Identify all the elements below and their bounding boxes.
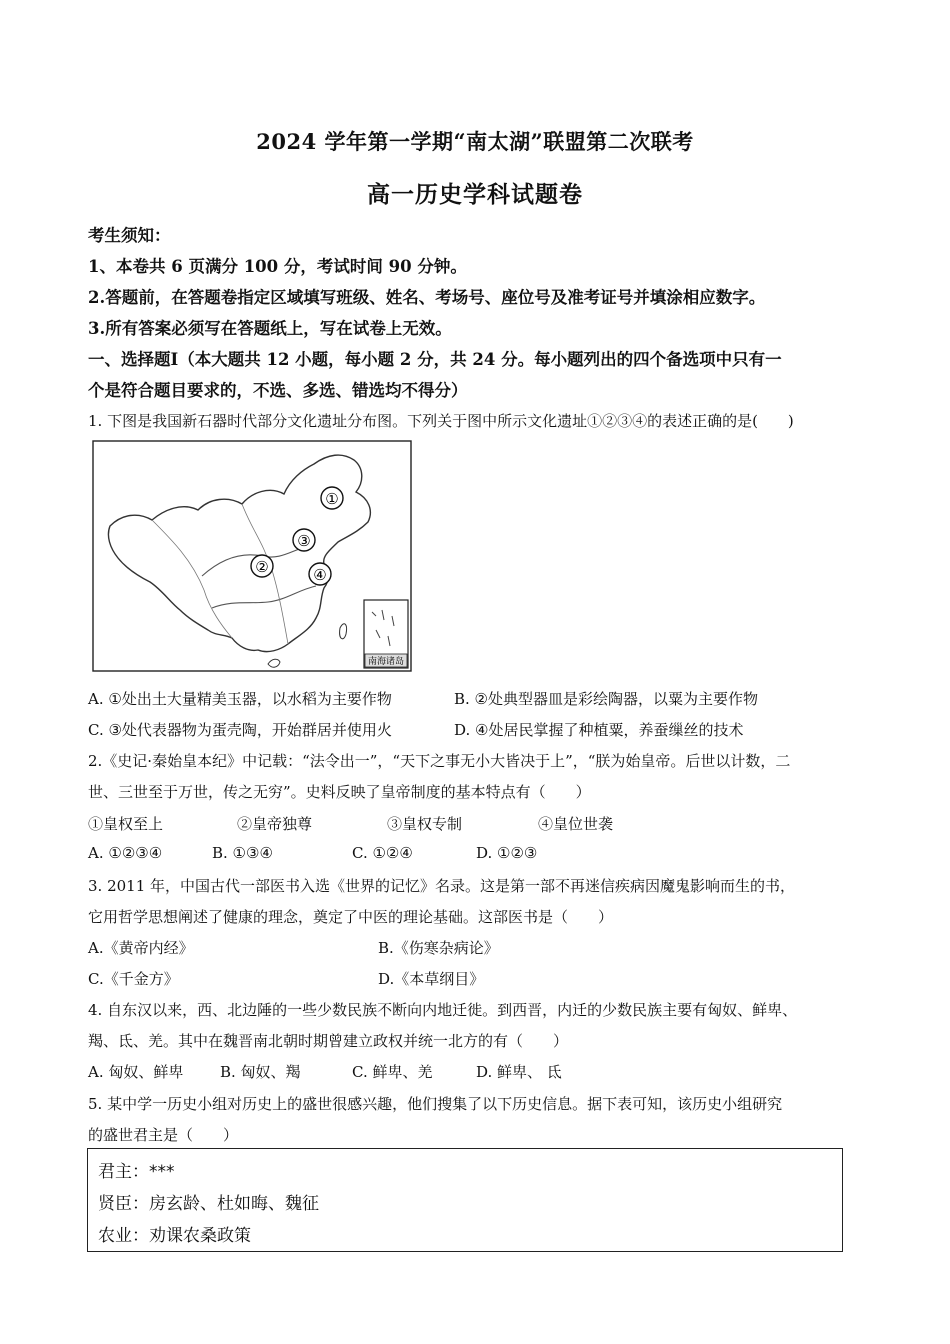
q1-option-c: C. ③处代表器物为蛋壳陶，开始群居并使用火: [88, 721, 392, 739]
q4-option-b: B. 匈奴、羯: [220, 1063, 301, 1081]
q2-option-a: A. ①②③④: [88, 844, 163, 862]
q2-option-d: D. ①②③: [476, 844, 538, 862]
svg-text:①: ①: [325, 490, 339, 508]
q4-stem-line1: 4. 自东汉以来，西、北边陲的一些少数民族不断向内地迁徙。到西晋，内迁的少数民族主要有匈奴、鲜卑、: [88, 1001, 798, 1019]
exam-subtitle: 高一历史学科试题卷: [367, 181, 583, 208]
q5-table-row-agriculture: 农业：劝课农桑政策: [98, 1226, 251, 1246]
notice-heading: 考生须知：: [88, 226, 171, 245]
q5-stem-line2: 的盛世君主是（ ）: [88, 1126, 239, 1144]
q3-option-d: D.《本草纲目》: [378, 970, 485, 988]
q2-option-b: B. ①③④: [212, 844, 273, 862]
q4-option-d: D. 鲜卑、 氐: [476, 1063, 562, 1081]
q1-option-b: B. ②处典型器皿是彩绘陶器，以粟为主要作物: [454, 690, 759, 708]
q1-stem: 1. 下图是我国新石器时代部分文化遗址分布图。下列关于图中所示文化遗址①②③④的表述正确的是( ): [88, 412, 794, 430]
q3-stem-line1: 3. 2011 年，中国古代一部医书入选《世界的记忆》名录。这是第一部不再迷信疾病因魔鬼影响而生的书，: [88, 877, 796, 895]
section-heading-line2: 个是符合题目要求的，不选、多选、错选均不得分）: [88, 381, 468, 400]
q5-table-row-ruler: 君主：***: [98, 1162, 175, 1182]
q2-item-4: ④皇位世袭: [538, 815, 614, 833]
svg-text:南海诸岛: 南海诸岛: [367, 657, 405, 667]
neolithic-sites-map: [92, 440, 412, 672]
q2-item-2: ②皇帝独尊: [237, 815, 313, 833]
site-marker-1: [321, 487, 343, 509]
q2-stem-line1: 2.《史记·秦始皇本纪》中记载：“法令出一”，“天下之事无小大皆决于上”，“朕为始皇帝。后世以计数，二: [88, 752, 791, 770]
q2-item-3: ③皇权专制: [387, 815, 463, 833]
q1-option-d: D. ④处居民掌握了种植粟，养蚕缫丝的技术: [454, 721, 744, 739]
site-marker-3: [293, 529, 315, 551]
svg-text:②: ②: [255, 558, 269, 576]
notice-item-3: 3.所有答案必须写在答题纸上，写在试卷上无效。: [88, 319, 452, 338]
notice-item-2: 2.答题前，在答题卷指定区域填写班级、姓名、考场号、座位号及准考证号并填涂相应数字。: [88, 288, 766, 307]
q4-option-a: A. 匈奴、鲜卑: [88, 1063, 184, 1081]
section-heading-line1: 一、选择题I（本大题共 12 小题，每小题 2 分，共 24 分。每小题列出的四个备选项中只有一: [88, 350, 782, 369]
q3-option-c: C.《千金方》: [88, 970, 179, 988]
site-marker-2: [251, 555, 273, 577]
q1-option-a: A. ①处出土大量精美玉器，以水稻为主要作物: [88, 690, 392, 708]
q3-option-b: B.《伤寒杂病论》: [378, 939, 499, 957]
q3-stem-line2: 它用哲学思想阐述了健康的理念，奠定了中医的理论基础。这部医书是（ ）: [88, 908, 614, 926]
notice-item-1: 1、本卷共 6 页满分 100 分，考试时间 90 分钟。: [88, 257, 467, 276]
q5-table-row-ministers: 贤臣：房玄龄、杜如晦、魏征: [98, 1194, 319, 1214]
svg-text:③: ③: [297, 532, 311, 550]
q2-option-c: C. ①②④: [352, 844, 413, 862]
site-marker-4: [309, 563, 331, 585]
q4-stem-line2: 羯、氐、羌。其中在魏晋南北朝时期曾建立政权并统一北方的有（ ）: [88, 1032, 569, 1050]
q3-option-a: A.《黄帝内经》: [88, 939, 194, 957]
svg-text:④: ④: [313, 566, 327, 584]
q2-item-1: ①皇权至上: [88, 815, 164, 833]
exam-title: 2024 学年第一学期“南太湖”联盟第二次联考: [256, 129, 694, 154]
q5-stem-line1: 5. 某中学一历史小组对历史上的盛世很感兴趣，他们搜集了以下历史信息。据下表可知，该历史小组研究: [88, 1095, 783, 1113]
q2-stem-line2: 世、三世至于万世，传之无穷”。史料反映了皇帝制度的基本特点有（ ）: [88, 783, 591, 801]
q4-option-c: C. 鲜卑、羌: [352, 1063, 433, 1081]
q5-info-table: [87, 1148, 843, 1252]
south-china-sea-inset: [364, 600, 408, 668]
